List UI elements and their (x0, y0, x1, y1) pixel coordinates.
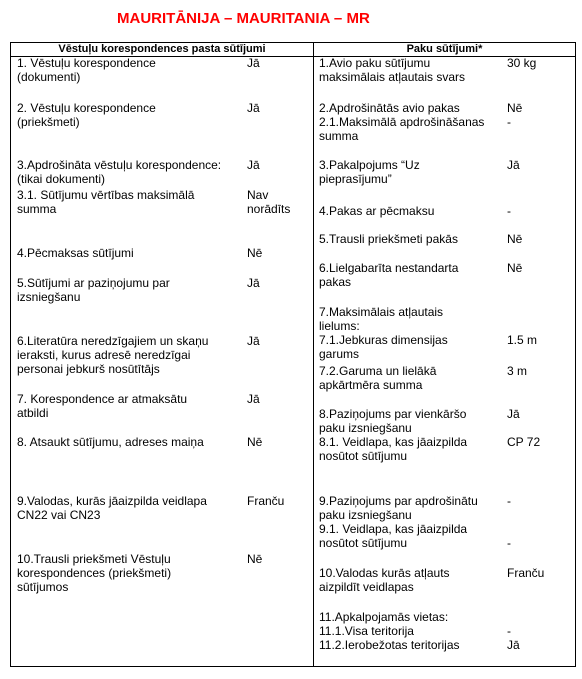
parcels-row-10-label: 9.Paziņojums par apdrošinātu paku izsniegšanu 9.1. Veidlapa, kas jāaizpilda nosūtot sūtījumu (319, 494, 478, 550)
parcels-row-1-value: 30 kg (507, 56, 537, 70)
parcels-row-10-value: - - (507, 494, 511, 550)
parcels-row-9-label: 8.Paziņojums par vienkāršo paku izsniegšanu 8.1. Veidlapa, kas jāaizpilda nosūtot sūtījumu (319, 407, 468, 463)
letters-row-4-value: Nav norādīts (247, 188, 291, 216)
parcels-row-6-value: Nē (507, 261, 523, 275)
letters-row-2-label: 2. Vēstuļu korespondence (priekšmeti) (17, 101, 156, 129)
parcels-row-2-value: Nē - (507, 101, 523, 129)
letters-row-7-label: 6.Literatūra neredzīgajiem un skaņu ieraksti, kurus adresē neredzīgai personai jebkurš nosūtītājs (17, 334, 209, 376)
letters-row-10-value: Franču (247, 494, 285, 508)
page-title: MAURITĀNIJA – MAURITANIA – MR (117, 10, 370, 27)
letters-row-9-label: 8. Atsaukt sūtījumu, adreses maiņa (17, 435, 204, 449)
parcels-row-1-label: 1.Avio paku sūtījumu maksimālais atļautais svars (319, 56, 466, 84)
parcels-row-6-label: 6.Lielgabarīta nestandarta pakas (319, 261, 459, 289)
letters-row-3-value: Jā (247, 158, 260, 172)
table-border-bottom (10, 666, 576, 667)
parcels-row-7-label: 7.Maksimālais atļautais lielums: 7.1.Jebkuras dimensijas garums (319, 305, 448, 361)
parcels-row-9-value: Jā CP 72 (507, 407, 541, 449)
parcels-row-11-value: Franču (507, 566, 545, 580)
parcels-row-2-label: 2.Apdrošinātās avio pakas 2.1.Maksimālā apdrošināšanas summa (319, 101, 485, 143)
parcels-row-3-value: Jā (507, 158, 520, 172)
letters-row-6-value: Jā (247, 276, 260, 290)
parcels-row-5-label: 5.Trausli priekšmeti pakās (319, 232, 458, 246)
letters-row-4-label: 3.1. Sūtījumu vērtības maksimālā summa (17, 188, 195, 216)
parcels-row-4-value: - (507, 204, 511, 218)
parcels-row-3-label: 3.Pakalpojums “Uz pieprasījumu” (319, 158, 420, 186)
parcels-row-12-label: 11.Apkalpojamās vietas: 11.1.Visa teritorija 11.2.Ierobežotas teritorijas (319, 610, 460, 652)
letters-row-5-label: 4.Pēcmaksas sūtījumi (17, 246, 134, 260)
parcels-row-8-value: 3 m (507, 364, 528, 378)
letters-row-10-label: 9.Valodas, kurās jāaizpilda veidlapa CN22 vai CN23 (17, 494, 207, 522)
letters-row-5-value: Nē (247, 246, 263, 260)
letters-row-3-label: 3.Apdrošināta vēstuļu korespondence: (tikai dokumenti) (17, 158, 222, 186)
letters-row-11-label: 10.Trausli priekšmeti Vēstuļu korespondences (priekšmeti) sūtījumos (17, 552, 172, 594)
parcels-row-5-value: Nē (507, 232, 523, 246)
letters-row-2-value: Jā (247, 101, 260, 115)
parcels-row-12-value: - Jā (507, 624, 520, 652)
parcels-column-header: Paku sūtījumi* (406, 43, 483, 55)
letters-row-8-label: 7. Korespondence ar atmaksātu atbildi (17, 392, 188, 420)
letters-row-6-label: 5.Sūtījumi ar paziņojumu par izsniegšanu (17, 276, 170, 304)
table-border-left (10, 42, 11, 667)
table-border-right (575, 42, 576, 667)
parcels-row-8-label: 7.2.Garuma un lielākā apkārtmēra summa (319, 364, 437, 392)
parcels-row-11-label: 10.Valodas kurās atļauts aizpildīt veidlapas (319, 566, 450, 594)
letters-row-8-value: Jā (247, 392, 260, 406)
letters-row-1-label: 1. Vēstuļu korespondence (dokumenti) (17, 56, 156, 84)
table-divider-middle (313, 42, 314, 667)
letters-column-header: Vēstuļu korespondences pasta sūtījumi (58, 43, 266, 55)
letters-row-7-value: Jā (247, 334, 260, 348)
parcels-row-7-value: 1.5 m (507, 333, 538, 347)
letters-row-1-value: Jā (247, 56, 260, 70)
letters-row-9-value: Nē (247, 435, 263, 449)
services-table (10, 42, 576, 667)
letters-row-11-value: Nē (247, 552, 263, 566)
parcels-row-4-label: 4.Pakas ar pēcmaksu (319, 204, 435, 218)
